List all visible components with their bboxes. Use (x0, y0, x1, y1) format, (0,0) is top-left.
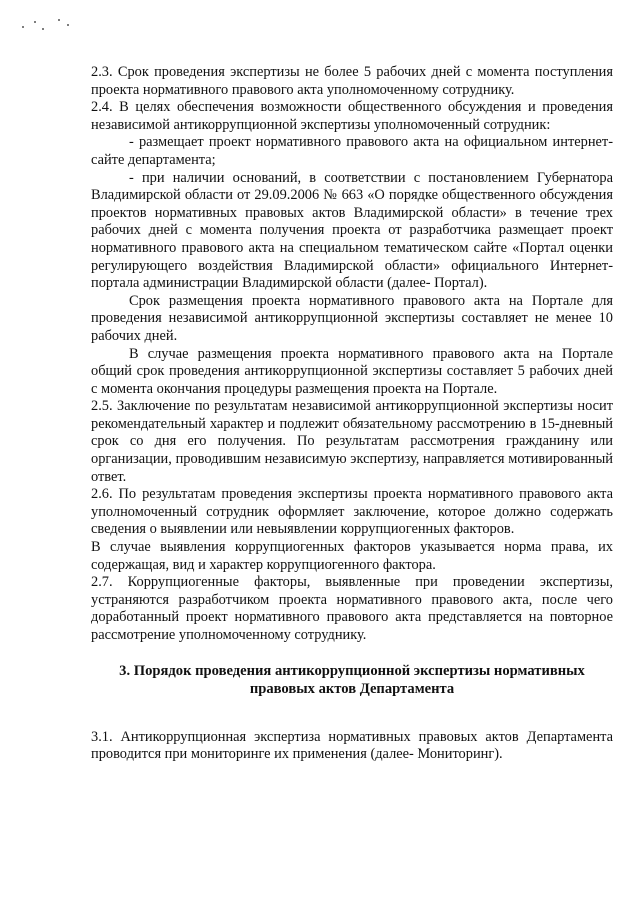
paragraph-2-4-item-2: - при наличии оснований, в соответствии с постановлением Губернатора Владимирской области от 29.09.2006 № 663 «О порядке общественного обсуждения проектов нормативных правовых актов Владимирской области» в течение трех рабочих дней с момента получения проекта от разработчика размещает проект нормативного правового акта на специальном тематическом сайте «Портал оценки регулирующего воздействия Владимирской области» официального Интернет-портала администрации Владимирской области (далее- Портал). (91, 169, 613, 292)
document-body (91, 64, 613, 764)
paragraph-2-6-note: В случае выявления коррупциогенных факторов указывается норма права, их содержащая, вид и характер коррупциогенного фактора. (91, 539, 613, 573)
paragraph-portal-term: Срок размещения проекта нормативного правового акта на Портале для проведения независимой антикоррупционной экспертизы составляет не менее 10 рабочих дней. (91, 292, 613, 344)
paragraph-3-1: 3.1. Антикоррупционная экспертиза нормативных правовых актов Департамента проводится при мониторинге их применения (далее- Мониторинг). (91, 728, 613, 763)
paragraph-2-3: 2.3. Срок проведения экспертизы не более 5 рабочих дней с момента поступления проекта нормативного правового акта уполномоченному сотруднику. (91, 64, 613, 98)
paragraph-2-4-item-1: - размещает проект нормативного правового акта на официальном интернет-сайте департамента; (91, 134, 613, 168)
scan-artifact (20, 18, 80, 48)
paragraph-2-7: 2.7. Коррупциогенные факторы, выявленные при проведении экспертизы, устраняются разработчиком проекта нормативного правового акта, после чего доработанный проект нормативного правового акта представляется на повторное рассмотрение уполномоченному сотруднику. (91, 574, 613, 643)
paragraph-portal-total-term: В случае размещения проекта нормативного правового акта на Портале общий срок проведения антикоррупционной экспертизы составляет 5 рабочих дней с момента окончания процедуры размещения проекта на Портале. (91, 345, 613, 397)
paragraph-2-6: 2.6. По результатам проведения экспертизы проекта нормативного правового акта уполномоченный сотрудник оформляет заключение, которое должно содержать сведения о выявлении или невыявлении коррупциогенных факторов. (91, 486, 613, 538)
paragraph-2-4: 2.4. В целях обеспечения возможности общественного обсуждения и проведения независимой антикоррупционной экспертизы уполномоченный сотрудник: (91, 99, 613, 133)
paragraph-2-5: 2.5. Заключение по результатам независимой антикоррупционной экспертизы носит рекомендательный характер и подлежит обязательному рассмотрению в 15-дневный срок со дня его получения. По результатам рассмотрения гражданину или организации, проводившим независимую экспертизу, направляется мотивированный ответ. (91, 398, 613, 485)
section-3-heading: 3. Порядок проведения антикоррупционной экспертизы нормативных правовых актов Департамента (119, 662, 585, 697)
